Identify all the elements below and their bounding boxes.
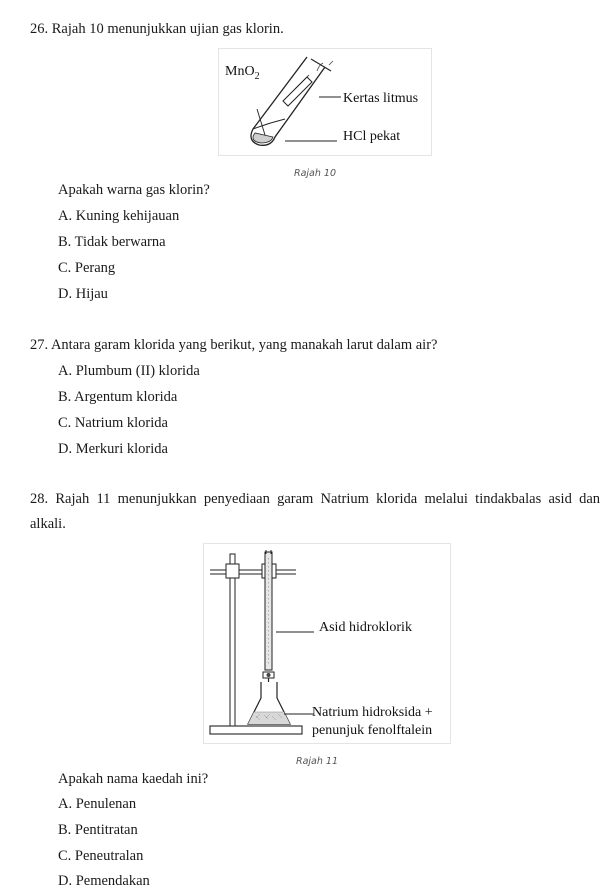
q27-option-d[interactable]: D. Merkuri klorida: [58, 441, 168, 457]
figure-chlorine-test: [218, 48, 432, 156]
q28-option-b[interactable]: B. Pentitratan: [58, 822, 138, 838]
q28-option-a[interactable]: A. Penulenan: [58, 796, 137, 812]
question-28-heading-line-1: 28. Rajah 11 menunjukkan penyediaan garam Natrium klorida melalui tindakbalas asid dan: [30, 491, 600, 507]
q28-option-d[interactable]: D. Pemendakan: [58, 873, 150, 889]
question-28-stem: Apakah nama kaedah ini?: [58, 771, 209, 787]
figure-titration-setup: [203, 543, 451, 744]
q28-option-c[interactable]: C. Peneutralan: [58, 848, 144, 864]
question-27-heading: 27. Antara garam klorida yang berikut, yang manakah larut dalam air?: [30, 337, 438, 353]
label-hydrochloric-acid: Asid hidroklorik: [319, 620, 412, 635]
q26-option-a[interactable]: A. Kuning kehijauan: [58, 208, 180, 224]
q26-option-b[interactable]: B. Tidak berwarna: [58, 234, 166, 250]
question-26-stem: Apakah warna gas klorin?: [58, 182, 210, 198]
question-26-heading: 26. Rajah 10 menunjukkan ujian gas klorin.: [30, 21, 284, 37]
label-phenolphthalein-indicator: penunjuk fenolftalein: [312, 723, 433, 738]
label-sodium-hydroxide: Natrium hidroksida +: [312, 705, 433, 720]
label-mno2: MnO$_2$: [225, 64, 260, 82]
q27-option-b[interactable]: B. Argentum klorida: [58, 389, 178, 405]
q26-option-d[interactable]: D. Hijau: [58, 286, 108, 302]
q27-option-a[interactable]: A. Plumbum (II) klorida: [58, 363, 200, 379]
figure-caption-rajah-10: Rajah 10: [294, 168, 337, 179]
q26-option-c[interactable]: C. Perang: [58, 260, 116, 276]
figure-caption-rajah-11: Rajah 11: [296, 756, 339, 767]
label-hcl: HCl pekat: [343, 129, 401, 144]
q27-option-c[interactable]: C. Natrium klorida: [58, 415, 168, 431]
label-litmus-paper: Kertas litmus: [343, 91, 419, 106]
question-28-heading-line-2: alkali.: [30, 516, 66, 532]
